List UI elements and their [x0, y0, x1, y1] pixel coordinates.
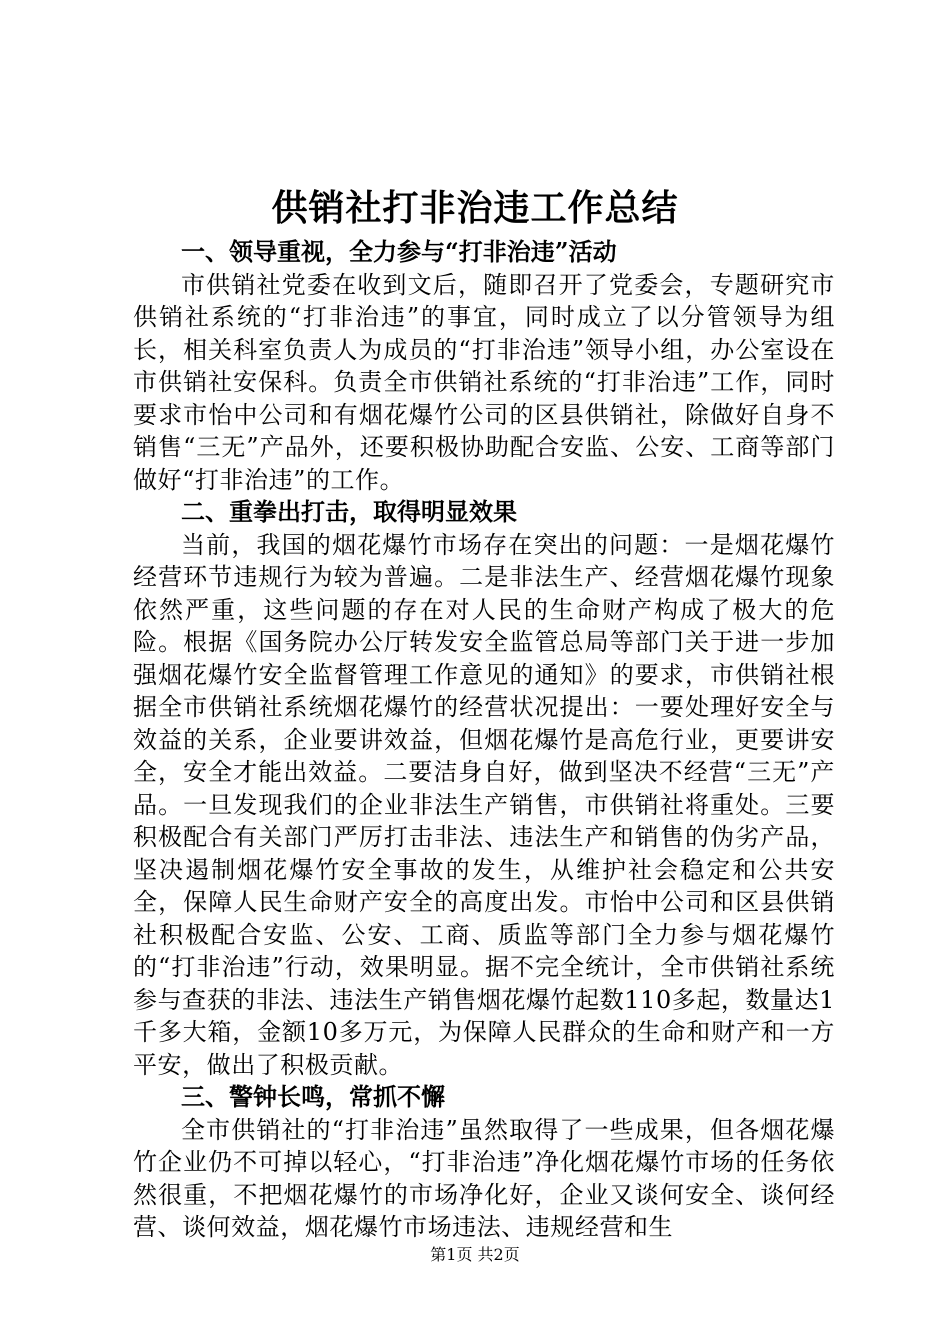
section-paragraph-3: 全市供销社的“打非治违”虽然取得了一些成果，但各烟花爆竹企业仍不可掉以轻心，“打非治违”净化烟花爆竹市场的任务依然很重，不把烟花爆竹的市场净化好，企业又谈何安全、谈何经营、谈何效益，烟花爆竹市场违法、违规经营和生 — [133, 1115, 835, 1241]
section-heading-2: 二、重拳出打击，取得明显效果 — [181, 497, 517, 526]
section-heading-1: 一、领导重视，全力参与“打非治违”活动 — [181, 237, 617, 266]
document-body — [133, 236, 835, 1244]
section-heading-3: 三、警钟长鸣，常抓不懈 — [181, 1082, 445, 1111]
section-paragraph-1: 市供销社党委在收到文后，随即召开了党委会，专题研究市供销社系统的“打非治违”的事宜，同时成立了以分管领导为组长，相关科室负责人为成员的“打非治违”领导小组，办公室设在市供销社安保科。负责全市供销社系统的“打非治违”工作，同时要求市怡中公司和有烟花爆竹公司的区县供销社，除做好自身不销售“三无”产品外，还要积极协助配合安监、公安、工商等部门做好“打非治违”的工作。 — [133, 270, 835, 494]
section-paragraph-2: 当前，我国的烟花爆竹市场存在突出的问题：一是烟花爆竹经营环节违规行为较为普遍。二是非法生产、经营烟花爆竹现象依然严重，这些问题的存在对人民的生命财产构成了极大的危险。根据《国务院办公厅转发安全监管总局等部门关于进一步加强烟花爆竹安全监督管理工作意见的通知》的要求，市供销社根据全市供销社系统烟花爆竹的经营状况提出：一要处理好安全与效益的关系，企业要讲效益，但烟花爆竹是高危行业，更要讲安全，安全才能出效益。二要洁身自好，做到坚决不经营“三无”产品。一旦发现我们的企业非法生产销售，市供销社将重处。三要积极配合有关部门严厉打击非法、违法生产和销售的伪劣产品，坚决遏制烟花爆竹安全事故的发生，从维护社会稳定和公共安全，保障人民生命财产安全的高度出发。市怡中公司和区县供销社积极配合安监、公安、工商、质监等部门全力参与烟花爆竹的“打非治违”行动，效果明显。据不完全统计，全市供销社系统参与查获的非法、违法生产销售烟花爆竹起数110多起，数量达1千多大箱，金额10多万元，为保障人民群众的生命和财产和一方平安，做出了积极贡献。 — [133, 530, 835, 1079]
page-footer: 第1页 共2页 — [430, 1245, 520, 1264]
document-title: 供销社打非治违工作总结 — [271, 187, 679, 229]
